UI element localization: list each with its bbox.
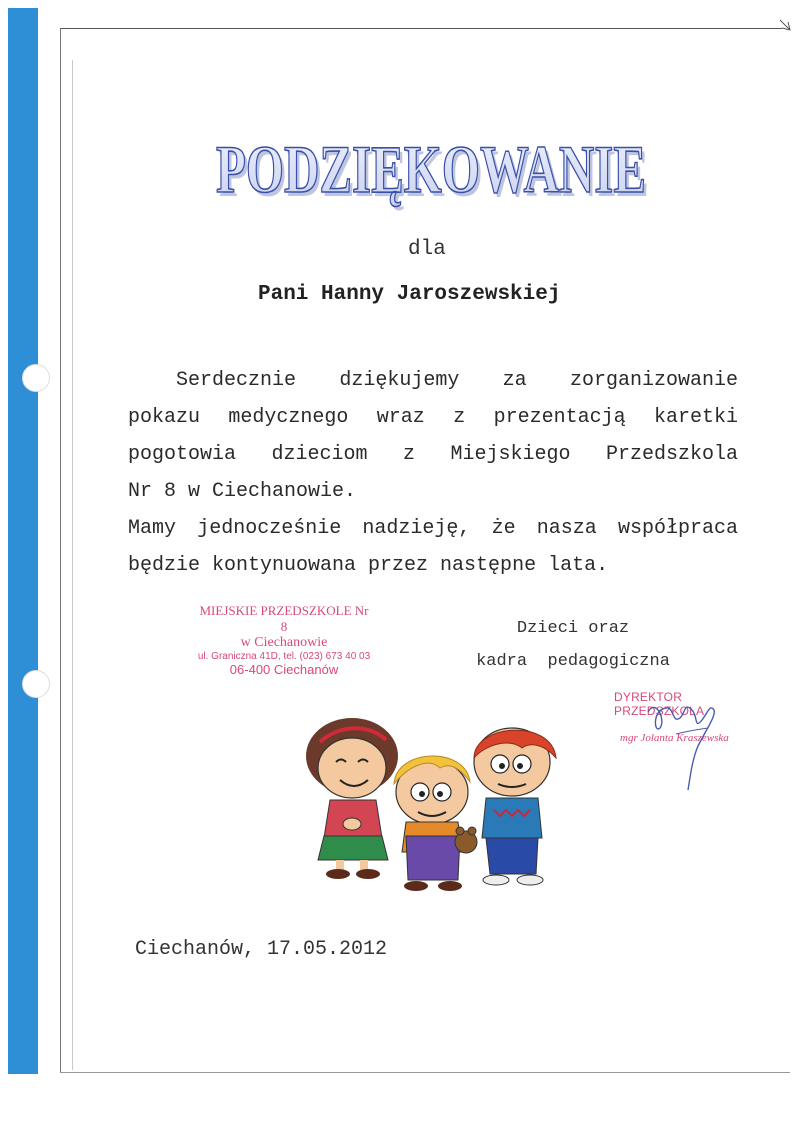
document-title xyxy=(205,122,655,212)
director-stamp: DYREKTOR PRZEDSZKOLA mgr Jolanta Kraszewska xyxy=(614,690,729,744)
body-line: Nr 8 w Ciechanowie. xyxy=(128,480,357,503)
body-line: pogotowia dzieciom z Miejskiego Przedszkola xyxy=(128,443,738,466)
children-illustration xyxy=(290,718,580,898)
signed-by: Dzieci oraz kadra pedagogiczna xyxy=(476,619,670,671)
document-title-text: PODZIĘKOWANIE xyxy=(216,131,646,207)
body-line: Mamy jednocześnie nadzieję, że nasza współpraca xyxy=(128,517,738,540)
punch-hole xyxy=(22,670,50,698)
place-and-date: Ciechanów, 17.05.2012 xyxy=(135,938,388,961)
thank-you-body xyxy=(128,362,738,584)
redhead-boy-figure xyxy=(474,728,556,885)
sheet-edge xyxy=(60,28,782,29)
body-line: będzie kontynuowana przez następne lata. xyxy=(128,554,609,577)
sheet-edge xyxy=(60,1072,790,1073)
page-corner-icon xyxy=(778,18,792,32)
girl-figure xyxy=(306,718,398,879)
blond-boy-figure xyxy=(394,756,477,891)
sheet-edge xyxy=(72,60,73,1070)
body-line: Serdecznie dziękujemy za zorganizowanie xyxy=(176,369,738,392)
body-line: pokazu medycznego wraz z prezentacją karetki xyxy=(128,406,738,429)
scan-blue-strip xyxy=(8,8,38,1074)
handwritten-signature xyxy=(636,690,746,800)
for-label: dla xyxy=(408,238,446,261)
svg-text:PODZIĘKOWANIE: PODZIĘKOWANIE xyxy=(219,135,649,211)
punch-hole xyxy=(22,364,50,392)
recipient-name: Pani Hanny Jaroszewskiej xyxy=(258,283,561,306)
sheet-edge xyxy=(60,28,61,1072)
school-stamp: MIEJSKIE PRZEDSZKOLE Nr 8 w Ciechanowie ul. Graniczna 41D, tel. (023) 673 40 03 06-400 Ciechanów xyxy=(197,603,371,677)
